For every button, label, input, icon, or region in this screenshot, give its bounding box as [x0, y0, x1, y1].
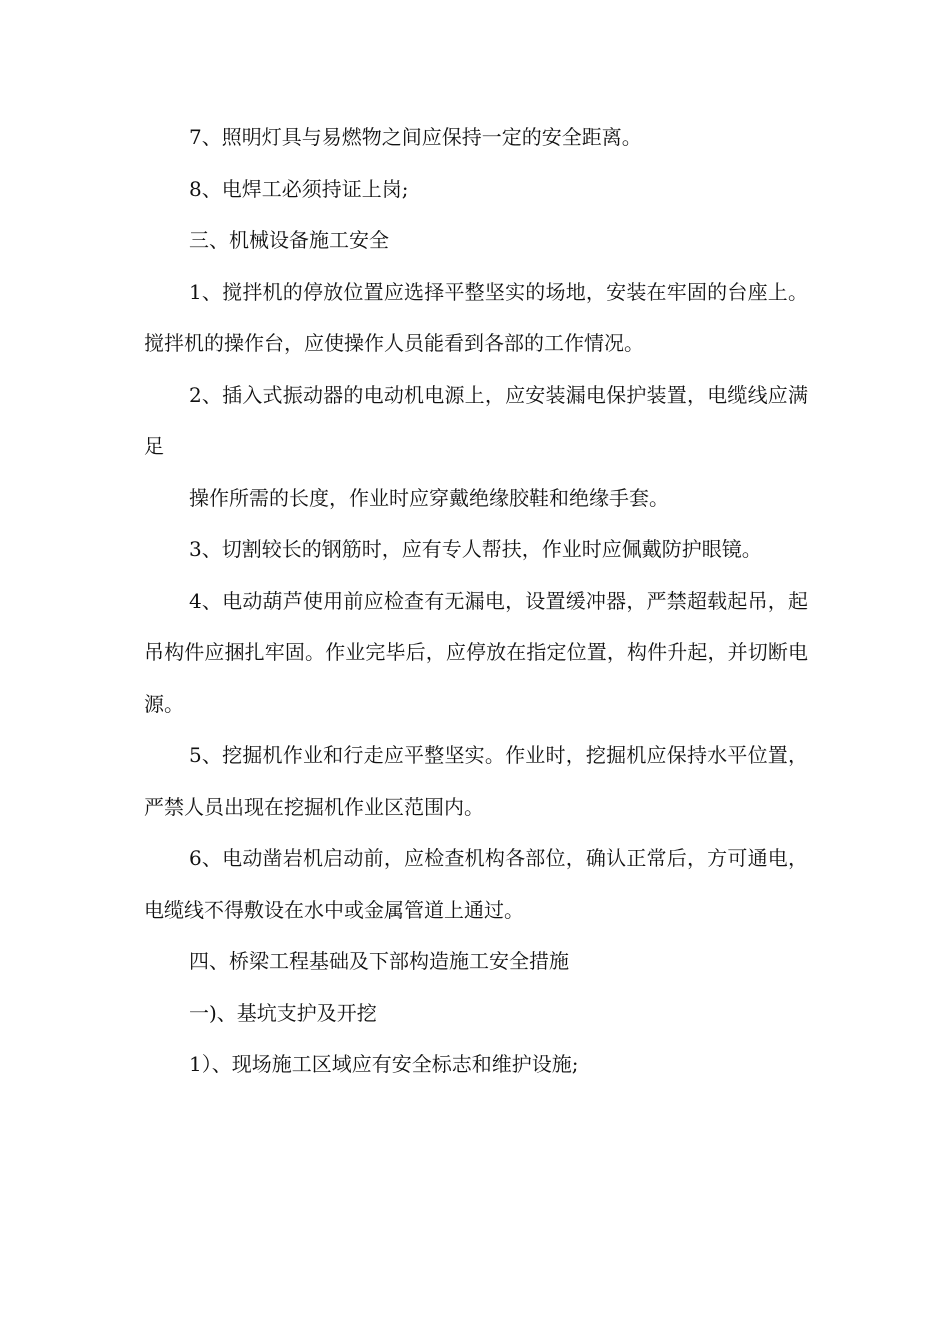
paragraph-electric-hoist: 4、电动葫芦使用前应检查有无漏电，设置缓冲器，严禁超载起吊，起吊构件应捆扎牢固。作业完毕后，应停放在指定位置，构件升起，并切断电源。 — [144, 588, 808, 716]
paragraph-mixer: 1、搅拌机的停放位置应选择平整坚实的场地，安装在牢固的台座上。搅拌机的操作台，应使操作人员能看到各部的工作情况。 — [144, 279, 808, 355]
paragraph-vibrator: 2、插入式振动器的电动机电源上，应安装漏电保护装置，电缆线应满足 — [144, 382, 808, 458]
subsection-heading-foundation-pit: 一)、基坑支护及开挖 — [189, 1000, 377, 1025]
document-body — [144, 112, 808, 1091]
paragraph-rock-drill: 6、电动凿岩机启动前，应检查机构各部位，确认正常后，方可通电，电缆线不得敷设在水中或金属管道上通过。 — [144, 846, 808, 922]
paragraph-lighting-distance: 7、照明灯具与易燃物之间应保持一定的安全距离。 — [189, 125, 642, 149]
paragraph-vibrator-continued: 操作所需的长度，作业时应穿戴绝缘胶鞋和绝缘手套。 — [189, 485, 669, 510]
paragraph-site-signage: 1）、现场施工区域应有安全标志和维护设施; — [189, 1052, 579, 1076]
paragraph-rebar-cutting: 3、切割较长的钢筋时，应有专人帮扶，作业时应佩戴防护眼镜。 — [189, 537, 762, 561]
section-heading-machinery-safety: 三、机械设备施工安全 — [189, 228, 389, 252]
paragraph-welder-certification: 8、电焊工必须持证上岗; — [189, 176, 409, 201]
paragraph-excavator: 5、挖掘机作业和行走应平整坚实。作业时，挖掘机应保持水平位置，严禁人员出现在挖掘机作业区范围内。 — [144, 743, 808, 819]
section-heading-bridge-foundation: 四、桥梁工程基础及下部构造施工安全措施 — [189, 949, 569, 973]
